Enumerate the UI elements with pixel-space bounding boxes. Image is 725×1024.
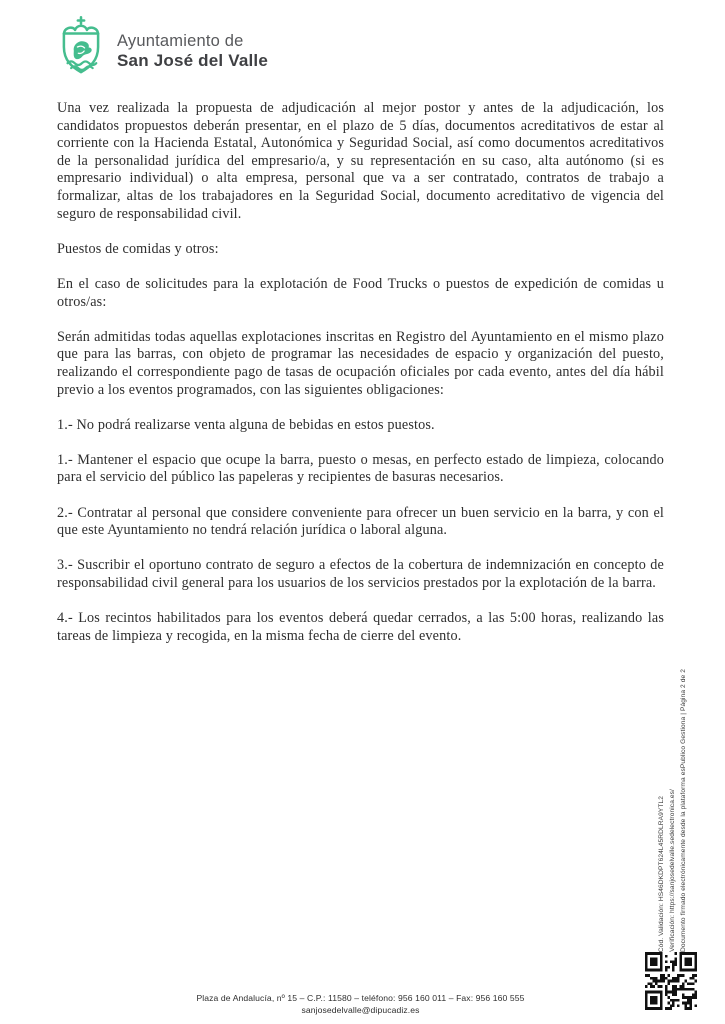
verification-url: Verificación: https://sanjosedelvalle.sedelectronica.es/	[669, 789, 676, 952]
footer	[57, 992, 664, 1016]
footer-email: sanjosedelvalle@dipucadiz.es	[301, 1005, 420, 1015]
paragraph-foodtrucks: En el caso de solicitudes para la explotación de Food Trucks o puestos de expedición de comidas u otros/as:	[57, 275, 664, 310]
org-name-prefix: Ayuntamiento de	[117, 32, 244, 50]
clause-1-limpieza: 1.- Mantener el espacio que ocupe la barra, puesto o mesas, en perfecto estado de limpieza, colocando para el servicio del público las papeleras y recipientes de basuras necesarios.	[57, 451, 664, 486]
org-name: San José del Valle	[117, 51, 269, 70]
validation-code: Cód. Validación: HS46DKDPT624L45RDLRA9YTL2	[658, 795, 665, 952]
clause-3-seguro: 3.- Suscribir el oportuno contrato de seguro a efectos de la cobertura de indemnización en concepto de responsabilidad civil general para los usuarios de los servicios prestados por la explotación de la barra.	[57, 557, 664, 592]
org-wordmark	[117, 24, 268, 70]
clause-2-personal: 2.- Contratar al personal que considere conveniente para ofrecer un buen servicio en la barra, y con el que este Ayuntamiento no tendrá relación jurídica o laboral alguna.	[57, 504, 664, 539]
clause-4-recintos: 4.- Los recintos habilitados para los eventos deberá quedar cerrados, a las 5:00 horas, realizando las tareas de limpieza y recogida, en la misma fecha de cierre del evento.	[57, 610, 664, 644]
header	[54, 14, 268, 80]
validation-strip	[657, 630, 688, 952]
footer-address: Plaza de Andalucía, nº 15 – C.P.: 11580 – teléfono: 956 160 011 – Fax: 956 160 555	[196, 993, 525, 1003]
document-text	[57, 100, 664, 645]
clause-1-bebidas: 1.- No podrá realizarse venta alguna de bebidas en estos puestos.	[57, 416, 435, 433]
paragraph-adjudication: Una vez realizada la propuesta de adjudicación al mejor postor y antes de la adjudicación, los candidatos propuestos deberán presentar, en el plazo de 5 días, documentos acreditativos de estar al corriente con la Hacienda Estatal, Autonómica y Seguridad Social, así como documentos acreditativos de la personalidad jurídica del empresario/a, y su representación en su caso, alta autónomo (si es empresario individual) o alta empresa, personal que va a ser contratado, contratos de trabajo a formalizar, altas de los trabajadores en la Seguridad Social, documento acreditativo de vigencia del seguro de responsabilidad civil.	[57, 100, 664, 222]
signature-note: Documento firmado electrónicamente desde la plataforma esPublico Gestiona | Página 2 de 2	[680, 669, 687, 952]
section-heading-puestos: Puestos de comidas y otros:	[57, 240, 219, 257]
municipal-crest-icon	[54, 14, 108, 80]
paragraph-registro: Serán admitidas todas aquellas explotaciones inscritas en Registro del Ayuntamiento en el mismo plazo que para las barras, con objeto de programar las necesidades de espacio y organización del puesto, realizando el correspondiente pago de tasas de ocupación oficiales por cada evento, antes del día hábil previo a los eventos programados, con las siguientes obligaciones:	[57, 328, 664, 398]
